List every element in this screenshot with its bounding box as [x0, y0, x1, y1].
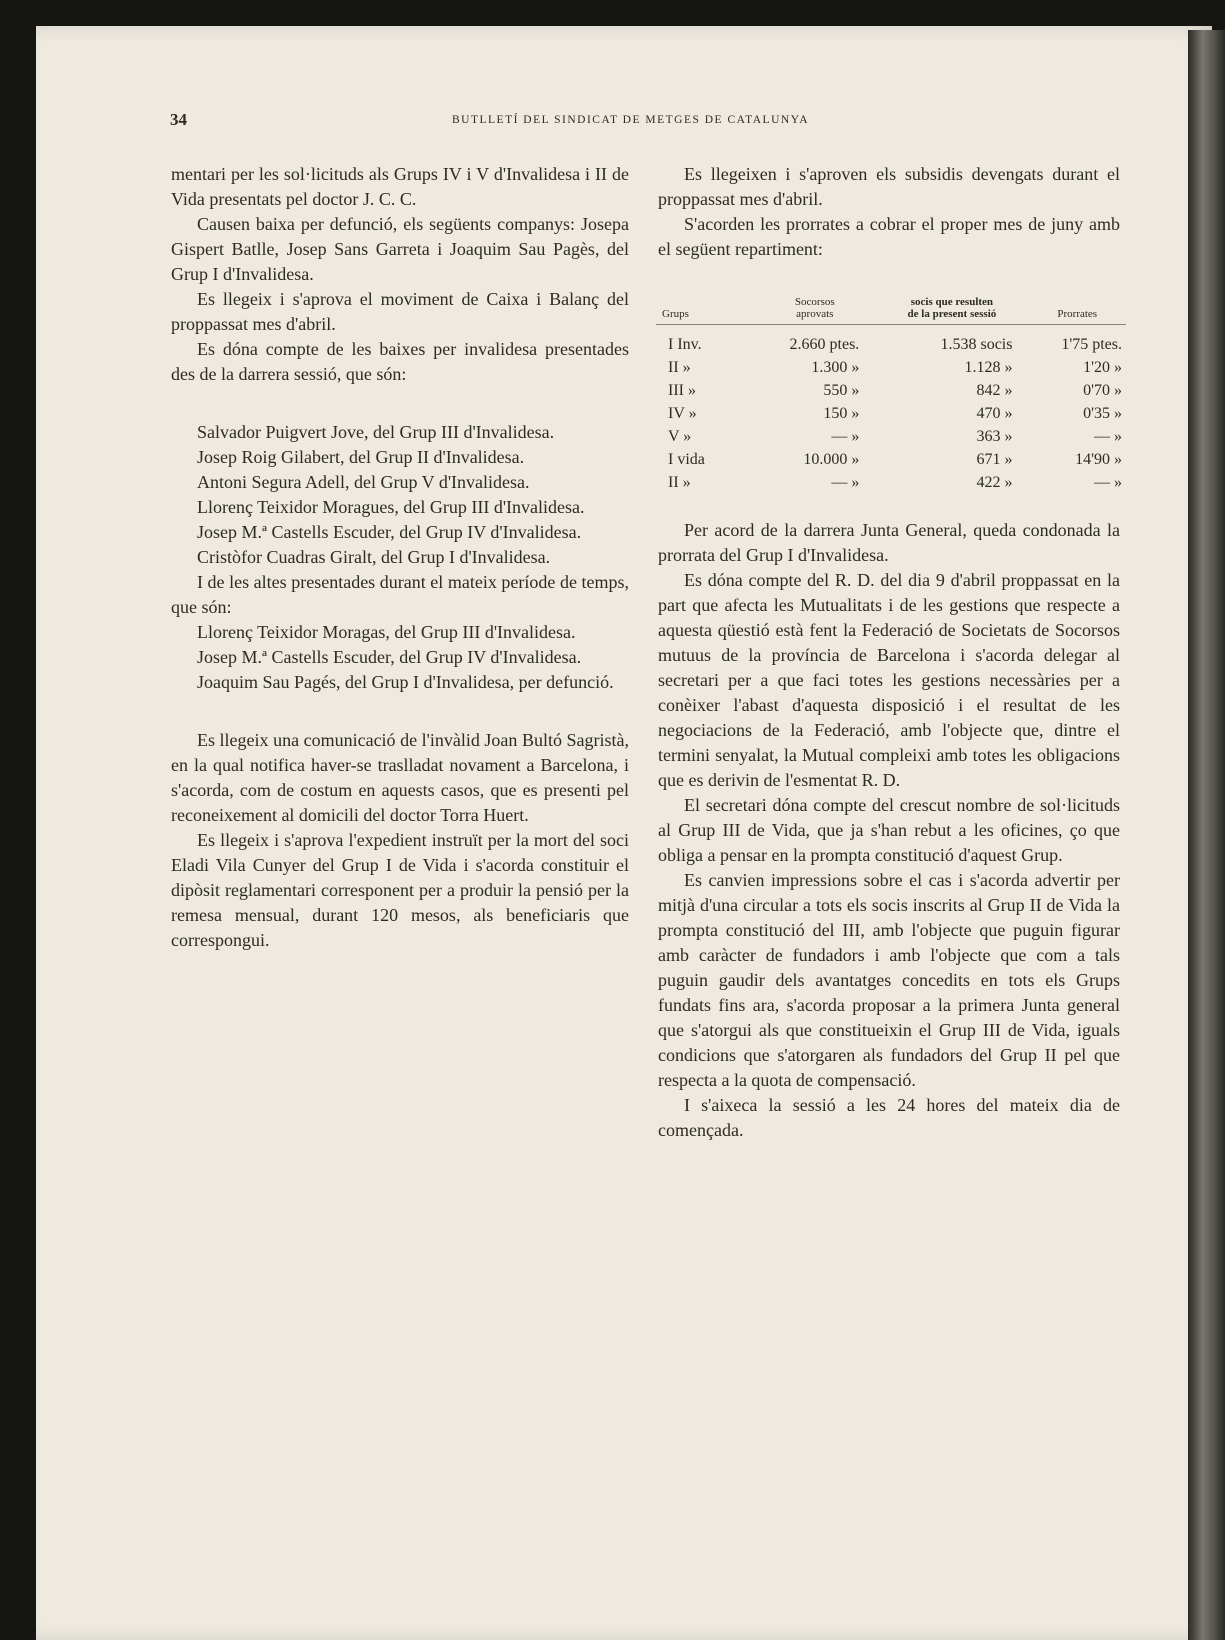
header-socis [875, 296, 1028, 325]
cell-grup: III » [668, 382, 696, 399]
cell-socorsos: 1.300 » [811, 359, 860, 376]
cell-socorsos: 10.000 » [803, 451, 860, 468]
running-title: BUTLLETÍ DEL SINDICAT DE METGES DE CATALUNYA [452, 114, 810, 126]
cell-grup: V » [668, 428, 692, 445]
baixa-entry: Josep M.ª Castells Escuder, del Grup IV d'Invalidesa. [197, 522, 582, 542]
paragraph: Es llegeix i s'aprova l'expedient instruït per la mort del soci Eladi Vila Cunyer del Grup I de Vida i s'acorda constituir el dipòsit reglamentari corresponent per a produir la pensió per la remesa mensual, durant 120 mesos, als beneficiaris que correspongui. [171, 830, 629, 950]
header-socorsos-line2: aprovats [796, 308, 834, 320]
paragraph: I de les altes presentades durant el mateix període de temps, que són: [171, 572, 629, 617]
paragraph: Causen baixa per defunció, els següents companys: Josepa Gispert Batlle, Josep Sans Garreta i Joaquim Sau Pagès, del Grup I d'Invalidesa. [171, 214, 629, 284]
header-prorrates: Prorrates [1028, 296, 1126, 325]
right-column [658, 162, 1120, 1143]
cell-prorrata: — » [1094, 428, 1122, 445]
header-socis-line1: socis que resulten [910, 296, 994, 308]
cell-socis: 671 » [976, 451, 1013, 468]
prorrates-table [656, 296, 1126, 494]
cell-prorrata: 0'35 » [1083, 405, 1122, 422]
paragraph: I s'aixeca la sessió a les 24 hores del mateix dia de començada. [658, 1095, 1120, 1140]
cell-socorsos: 550 » [823, 382, 860, 399]
alta-entry: Joaquim Sau Pagés, del Grup I d'Invalidesa, per defunció. [197, 672, 614, 692]
baixa-entry: Josep Roig Gilabert, del Grup II d'Invalidesa. [197, 447, 525, 467]
table-header-row [656, 296, 1126, 325]
cell-grup: I vida [668, 451, 705, 468]
cell-socis: 422 » [976, 474, 1013, 491]
table-row [656, 471, 1126, 494]
left-column [171, 162, 629, 953]
baixa-entry: Antoni Segura Adell, del Grup V d'Invalidesa. [197, 472, 530, 492]
cell-prorrata: 1'75 ptes. [1061, 336, 1122, 353]
cell-prorrata: — » [1094, 474, 1122, 491]
cell-socis: 842 » [976, 382, 1013, 399]
cell-prorrata: 0'70 » [1083, 382, 1122, 399]
cell-socorsos: 150 » [823, 405, 860, 422]
alta-entry: Josep M.ª Castells Escuder, del Grup IV d'Invalidesa. [197, 647, 582, 667]
cell-grup: I Inv. [668, 336, 702, 353]
cell-socorsos: — » [831, 428, 860, 445]
table-row [656, 425, 1126, 448]
alta-entry: Llorenç Teixidor Moragas, del Grup III d'Invalidesa. [197, 622, 576, 642]
cell-prorrata: 14'90 » [1075, 451, 1122, 468]
page-number: 34 [170, 110, 187, 129]
table-row [656, 448, 1126, 471]
baixa-entry: Salvador Puigvert Jove, del Grup III d'Invalidesa. [197, 422, 555, 442]
paragraph: Es dóna compte del R. D. del dia 9 d'abril proppassat en la part que afecta les Mutualitats i de les gestions que respecte a aquesta qüestió està fent la Federació de Societats de Socorsos mutuus de la província de Barcelona i s'acorda delegar al secretari per a que faci totes les gestions necessàries per a conèixer l'abast d'aquesta disposició i el resultat de les negociacions de la Federació, amb l'objecte que, dintre el termini senyalat, la Mutual compleixi amb totes les obligacions que es derivin de l'esmentat R. D. [658, 570, 1120, 790]
paragraph: El secretari dóna compte del crescut nombre de sol·licituds al Grup III de Vida, que ja s'han rebut a les oficines, ço que obliga a pensar en la prompta constitució d'aquest Grup. [658, 795, 1120, 865]
table-row [656, 379, 1126, 402]
header-socorsos [754, 296, 875, 325]
table-row [656, 402, 1126, 425]
table-row [656, 325, 1126, 357]
paragraph: Es llegeix i s'aprova el moviment de Caixa i Balanç del proppassat mes d'abril. [171, 289, 629, 334]
book-spine [1188, 30, 1225, 1640]
cell-prorrata: 1'20 » [1083, 359, 1122, 376]
baixa-entry: Cristòfor Cuadras Giralt, del Grup I d'Invalidesa. [197, 547, 551, 567]
cell-socis: 470 » [976, 405, 1013, 422]
paragraph: Es llegeix una comunicació de l'invàlid Joan Bultó Sagristà, en la qual notifica haver-se traslladat novament a Barcelona, i s'acorda, com de costum en aquests casos, que es presenti pel reconeixement al domicili del doctor Torra Huert. [171, 730, 629, 825]
paragraph: Es dóna compte de les baixes per invalidesa presentades des de la darrera sessió, que són: [171, 339, 629, 384]
baixa-entry: Llorenç Teixidor Moragues, del Grup III d'Invalidesa. [197, 497, 585, 517]
header-socis-line2: de la present sessió [907, 308, 997, 320]
cell-socorsos: — » [831, 474, 860, 491]
header-socorsos-line1: Socorsos [794, 296, 835, 308]
paragraph: Per acord de la darrera Junta General, queda condonada la prorrata del Grup I d'Invalidesa. [658, 520, 1120, 565]
paragraph: Es llegeixen i s'aproven els subsidis devengats durant el proppassat mes d'abril. [658, 164, 1120, 209]
table-row [656, 356, 1126, 379]
cell-socorsos: 2.660 ptes. [789, 336, 860, 353]
cell-grup: IV » [668, 405, 697, 422]
cell-grup: II » [668, 474, 691, 491]
cell-grup: II » [668, 359, 691, 376]
page-header [0, 110, 1225, 130]
cell-socis: 1.538 socis [940, 336, 1013, 353]
paragraph: Es canvien impressions sobre el cas i s'acorda advertir per mitjà d'una circular a tots els socis inscrits al Grup II de Vida la prompta constitució del III, amb l'objecte que puguin figurar amb caràcter de fundadors i amb l'objecte que com a tals puguin gaudir dels avantatges concedits en tots els Grups fundats fins ara, s'acorda proposar a la primera Junta general que s'atorgui als que constitueixin el Grup III de Vida, iguals condicions que s'atorgaren als fundadors del Grup II pel que respecta a la quota de compensació. [658, 870, 1120, 1090]
paragraph: mentari per les sol·licituds als Grups IV i V d'Invalidesa i II de Vida presentats pel doctor J. C. C. [171, 164, 629, 209]
paragraph: S'acorden les prorrates a cobrar el proper mes de juny amb el següent repartiment: [658, 214, 1120, 259]
cell-socis: 363 » [976, 428, 1013, 445]
header-grups: Grups [656, 296, 754, 325]
cell-socis: 1.128 » [964, 359, 1013, 376]
